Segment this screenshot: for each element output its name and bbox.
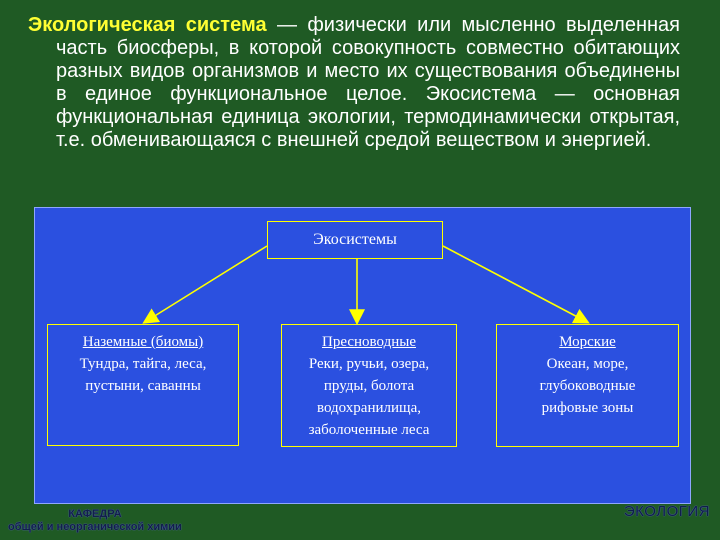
ecosystem-diagram — [34, 207, 691, 504]
root-label: Экосистемы — [313, 231, 397, 248]
department-label — [8, 508, 182, 534]
marine-examples: Океан, море, глубоководные рифовые зоны — [539, 356, 636, 416]
subject-label: ЭКОЛОГИЯ — [623, 503, 710, 520]
arrow-to-sea — [443, 246, 587, 322]
department-line1: КАФЕДРА — [68, 508, 122, 520]
terrestrial-examples: Тундра, тайга, леса, пустыни, саванны — [79, 356, 207, 394]
terrestrial-heading: Наземные (биомы) — [82, 334, 204, 350]
definition-term: Экологическая система — [28, 14, 267, 36]
definition-body: — физически или мысленно выделенная часть биосферы, в которой совокупность совместно обитающих разных видов организмов и место их существования объединены в единое функциональное целое. Экосистема — основная функциональная единица экологии, термодинамически открытая, т.е. обменивающаяся с внешней средой веществом и энергией. — [56, 14, 681, 151]
freshwater-heading: Пресноводные — [322, 334, 416, 350]
terrestrial-box — [47, 324, 239, 446]
ecosystems-root-box — [267, 221, 443, 259]
department-line2: общей и неорганической химии — [8, 521, 182, 533]
marine-box — [496, 324, 679, 447]
freshwater-examples: Реки, ручьи, озера, пруды, болота водохранилища, заболоченные леса — [308, 356, 430, 438]
marine-heading: Морские — [559, 334, 616, 350]
arrow-to-land — [145, 246, 267, 322]
definition-text — [28, 14, 680, 152]
freshwater-box — [281, 324, 457, 447]
